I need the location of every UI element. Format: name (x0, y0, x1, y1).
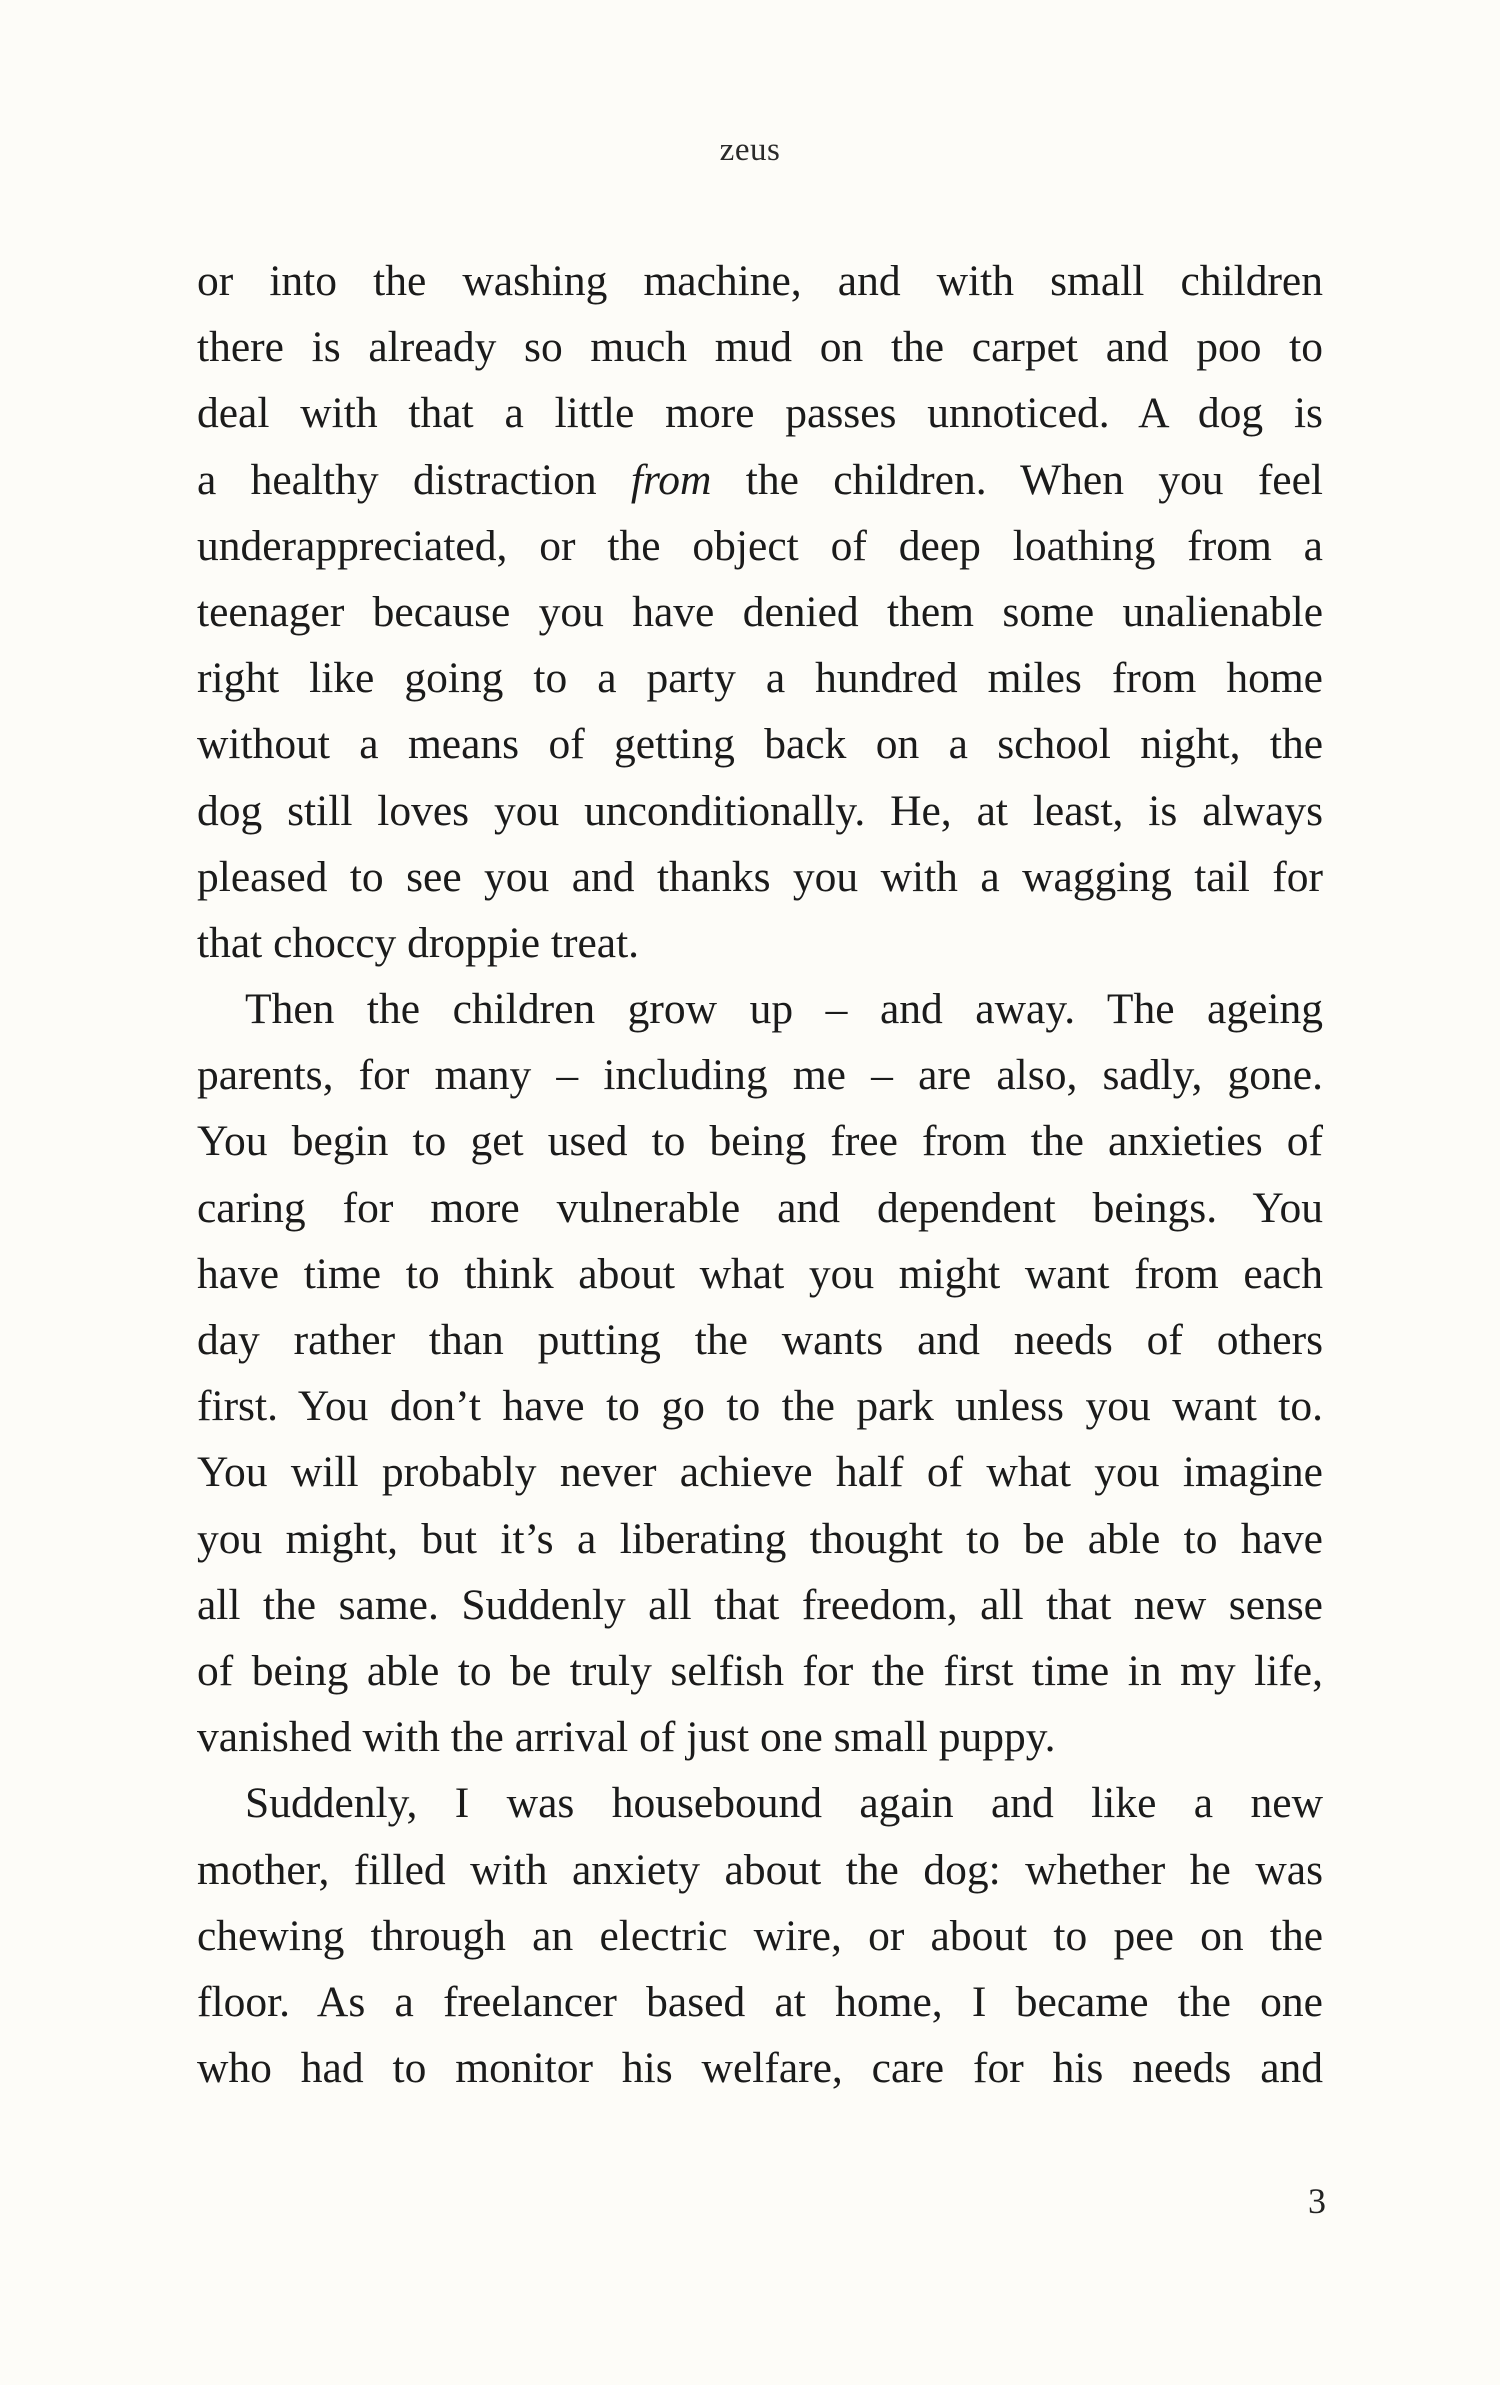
text-line: vanished with the arrival of just one small puppy. (197, 1713, 1056, 1762)
text-line: first. You don’t have to go to the park unless you want to. (197, 1382, 1323, 1431)
text-line: all the same. Suddenly all that freedom, all that new sense (197, 1580, 1323, 1629)
text-line: you might, but it’s a liberating thought to be able to have (197, 1514, 1323, 1563)
text-line: of being able to be truly selfish for the first time in my life, (197, 1646, 1323, 1695)
text-line: right like going to a party a hundred miles from home (197, 654, 1323, 703)
text-line: that choccy droppie treat. (197, 918, 640, 967)
text-segment: the children. When you feel (711, 455, 1324, 504)
text-line: caring for more vulnerable and dependent beings. You (197, 1183, 1323, 1232)
text-segment: a healthy distraction (197, 455, 631, 504)
text-line: You will probably never achieve half of what you imagine (197, 1448, 1323, 1497)
text-line: day rather than putting the wants and needs of others (197, 1316, 1323, 1364)
running-head: zeus (719, 132, 781, 168)
text-line: pleased to see you and thanks you with a wagging tail for (197, 852, 1323, 901)
text-line: deal with that a little more passes unnoticed. A dog is (197, 389, 1323, 438)
text-line: Then the children grow up – and away. The ageing (245, 985, 1323, 1034)
page-number: 3 (1308, 2181, 1326, 2221)
text-line: without a means of getting back on a school night, the (197, 720, 1323, 769)
text-line: underappreciated, or the object of deep loathing from a (197, 521, 1323, 570)
text-line: floor. As a freelancer based at home, I became the one (197, 1977, 1323, 2026)
text-line: there is already so much mud on the carpet and poo to (197, 323, 1323, 372)
body-text (197, 248, 1323, 2101)
text-line: teenager because you have denied them some unalienable (197, 587, 1323, 636)
text-line: You begin to get used to being free from the anxieties of (197, 1117, 1323, 1166)
text-line: or into the washing machine, and with small children (197, 257, 1323, 305)
text-line: have time to think about what you might want from each (197, 1249, 1323, 1298)
text-line: parents, for many – including me – are also, sadly, gone. (197, 1051, 1323, 1100)
text-line: mother, filled with anxiety about the dog: whether he was (197, 1845, 1323, 1894)
italic-word: from (630, 455, 712, 504)
text-line: chewing through an electric wire, or about to pee on the (197, 1911, 1323, 1960)
text-line: who had to monitor his welfare, care for his needs and (197, 2044, 1323, 2093)
text-line (197, 447, 1323, 513)
text-line: Suddenly, I was housebound again and like a new (245, 1779, 1323, 1828)
text-line: dog still loves you unconditionally. He, at least, is always (197, 786, 1323, 835)
